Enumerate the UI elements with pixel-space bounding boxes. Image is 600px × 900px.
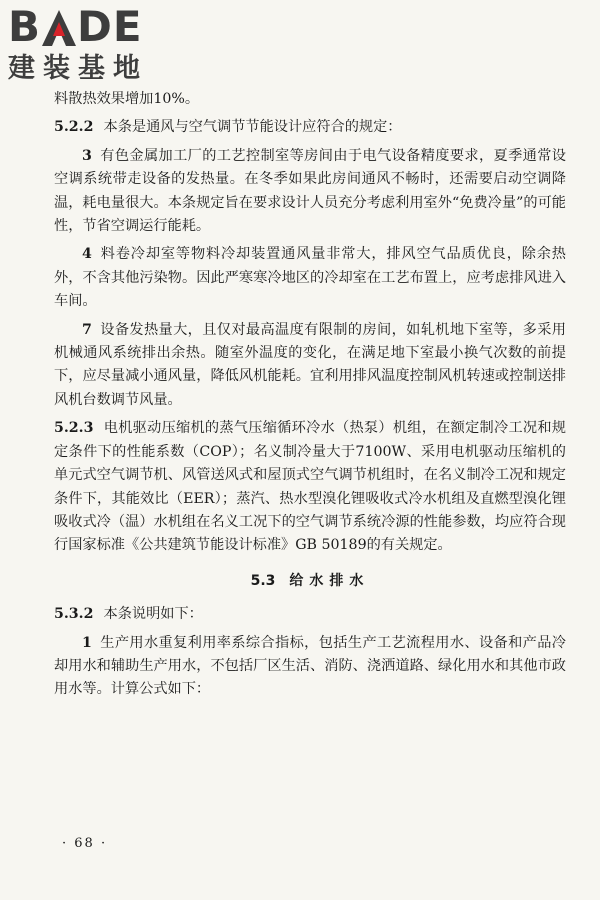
clause-5-2-3 bbox=[54, 417, 566, 557]
page-number: · 68 · bbox=[62, 836, 108, 851]
item-text: 生产用水重复利用率系综合指标，包括生产工艺流程用水、设备和产品冷却用水和辅助生产用水，不包括厂区生活、消防、浇洒道路、绿化用水和其他市政用水等。计算公式如下： bbox=[54, 634, 566, 698]
continuation-line: 料散热效果增加10%。 bbox=[54, 91, 200, 107]
clause-number: 5.2.2 bbox=[54, 119, 94, 136]
clause-text: 本条是通风与空气调节节能设计应符合的规定： bbox=[103, 119, 402, 136]
section-number: 5.3 bbox=[250, 572, 276, 589]
item-4 bbox=[54, 243, 566, 313]
item-number: 1 bbox=[82, 634, 92, 651]
clause-text: 电机驱动压缩机的蒸气压缩循环冷水（热泵）机组，在额定制冷工况和规定条件下的性能系数（COP）；名义制冷量大于7100W、采用电机驱动压缩机的单元式空气调节机、风管送风式和屋顶式空气调节机组时，在名义制冷工况和规定条件下，其能效比（EER）；蒸汽、热水型溴化锂吸收式冷水机组及直燃型溴化锂吸收式冷（温）水机组在名义工况下的空气调节系统冷源的性能参数，均应符合现行国家标准《公共建筑节能设计标准》GB 50189的有关规定。 bbox=[54, 420, 566, 554]
item-number: 4 bbox=[82, 246, 92, 263]
item-3 bbox=[54, 145, 566, 239]
logo-wordmark: B DE bbox=[8, 2, 143, 51]
section-heading bbox=[54, 570, 566, 593]
item-number: 7 bbox=[82, 321, 92, 338]
clause-text: 本条说明如下： bbox=[103, 606, 203, 623]
clause-5-2-2 bbox=[54, 116, 566, 139]
logo-chinese-name: 建装基地 bbox=[8, 53, 148, 84]
bade-logo bbox=[8, 4, 198, 94]
clause-number: 5.3.2 bbox=[54, 606, 94, 623]
item-number: 3 bbox=[82, 147, 92, 164]
item-7 bbox=[54, 319, 566, 413]
item-1 bbox=[54, 632, 566, 702]
item-text: 料卷冷却室等物料冷却装置通风量非常大，排风空气品质优良，除余热外，不含其他污染物。因此严寒寒冷地区的冷却室在工艺布置上，应考虑排风进入车间。 bbox=[54, 246, 566, 310]
clause-number: 5.2.3 bbox=[54, 420, 94, 437]
section-title: 给水排水 bbox=[289, 572, 370, 589]
logo-a-triangle-icon bbox=[42, 8, 76, 46]
body-text bbox=[54, 88, 566, 702]
item-text: 设备发热量大，且仅对最高温度有限制的房间，如轧机地下室等，多采用机械通风系统排出余热。随室外温度的变化，在满足地下室最小换气次数的前提下，应尽量减小通风量，降低风机能耗。宜利用排风温度控制风机转速或控制送排风机台数调节风量。 bbox=[54, 321, 566, 408]
item-text: 有色金属加工厂的工艺控制室等房间由于电气设备精度要求，夏季通常设空调系统带走设备的发热量。在冬季如果此房间通风不畅时，还需要启动空调降温，耗电量很大。本条规定旨在要求设计人员充分考虑利用室外“免费冷量”的可能性，节省空调运行能耗。 bbox=[54, 147, 566, 235]
clause-5-3-2 bbox=[54, 603, 566, 626]
